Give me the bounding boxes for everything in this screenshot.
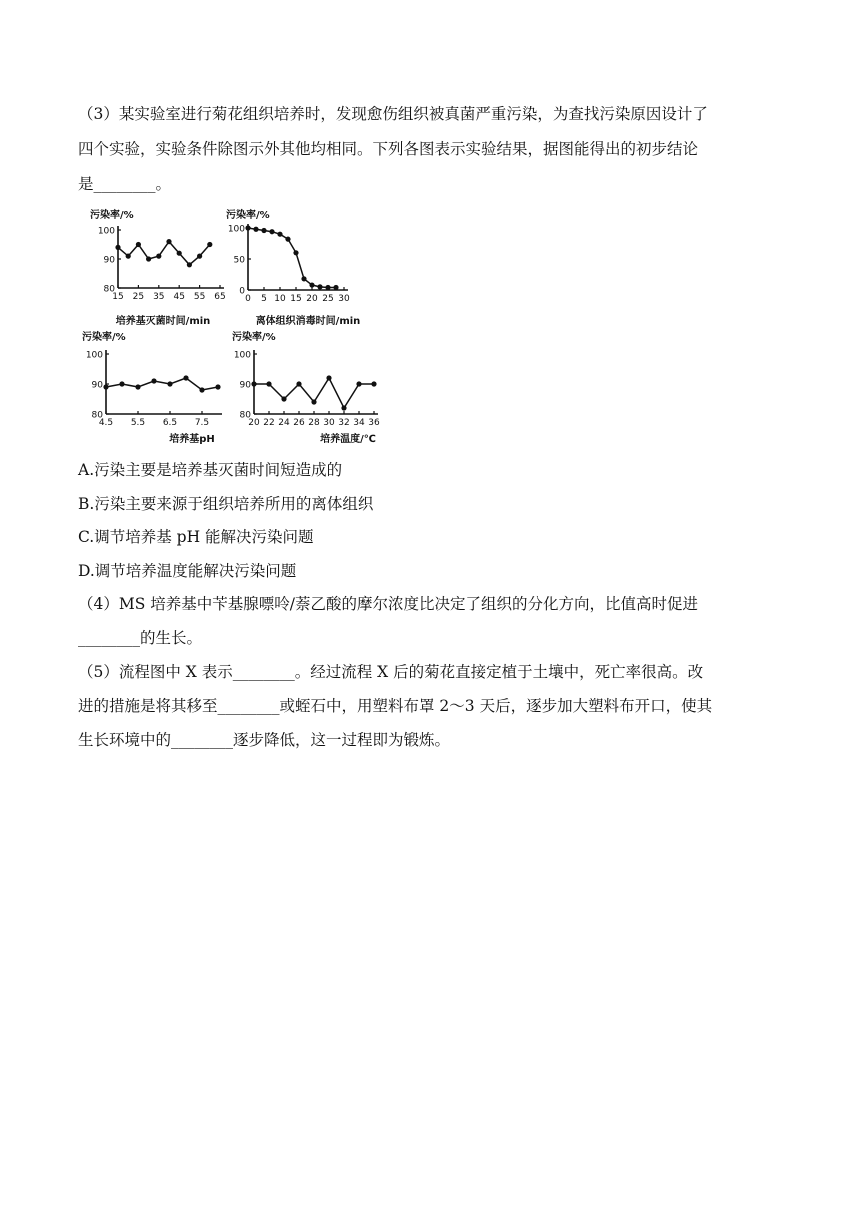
y-axis-label: 污染率/% bbox=[90, 210, 134, 221]
data-point bbox=[183, 375, 188, 380]
data-point bbox=[293, 250, 298, 255]
y-axis-label: 污染率/% bbox=[232, 332, 276, 343]
data-point bbox=[269, 229, 274, 234]
data-point bbox=[296, 381, 301, 386]
x-axis-label: 离体组织消毒时间/min bbox=[255, 316, 361, 327]
data-point bbox=[197, 254, 202, 259]
y-tick-label: 80 bbox=[239, 410, 251, 421]
y-tick-label: 80 bbox=[103, 284, 115, 295]
data-point bbox=[103, 384, 108, 389]
x-tick-label: 4.5 bbox=[98, 418, 114, 428]
data-point bbox=[356, 381, 361, 386]
x-axis-label: 培养基灭菌时间/min bbox=[115, 316, 211, 327]
chart-svg bbox=[80, 328, 230, 448]
data-point bbox=[119, 381, 124, 386]
x-tick-label: 0 bbox=[245, 294, 251, 304]
option-c: C.调节培养基 pH 能解决污染问题 bbox=[78, 528, 314, 546]
data-point bbox=[251, 381, 256, 386]
data-point bbox=[341, 405, 346, 410]
data-point bbox=[207, 242, 212, 247]
q5-line-3: 生长环境中的________逐步降低，这一过程即为锻炼。 bbox=[78, 731, 451, 749]
data-point bbox=[261, 228, 266, 233]
x-tick-label: 20 bbox=[306, 294, 318, 304]
option-d: D.调节培养温度能解决污染问题 bbox=[78, 562, 297, 580]
option-b: B.污染主要来源于组织培养所用的离体组织 bbox=[78, 495, 374, 513]
data-point bbox=[166, 239, 171, 244]
y-tick-label: 90 bbox=[239, 380, 251, 391]
y-tick-label: 100 bbox=[227, 224, 245, 235]
data-point bbox=[253, 227, 258, 232]
data-point bbox=[333, 285, 338, 290]
x-tick-label: 28 bbox=[308, 418, 320, 428]
x-tick-label: 20 bbox=[248, 418, 260, 428]
x-tick-label: 45 bbox=[173, 292, 185, 302]
y-tick-label: 100 bbox=[97, 226, 115, 237]
q5-line-2: 进的措施是将其移至________或蛭石中，用塑料布罩 2～3 天后，逐步加大塑料布开口，使其 bbox=[78, 697, 713, 715]
chart-svg bbox=[224, 206, 379, 328]
q4-line-2: ________的生长。 bbox=[78, 629, 203, 647]
y-tick-label: 90 bbox=[103, 255, 115, 266]
x-tick-label: 65 bbox=[214, 292, 226, 302]
chart-temperature bbox=[228, 328, 386, 448]
series-line bbox=[248, 228, 336, 288]
y-tick-label: 100 bbox=[85, 350, 103, 361]
plot-area bbox=[228, 224, 350, 304]
data-point bbox=[115, 245, 120, 250]
x-tick-label: 15 bbox=[290, 294, 302, 304]
chart-svg bbox=[228, 328, 386, 448]
data-point bbox=[156, 254, 161, 259]
data-point bbox=[281, 396, 286, 401]
data-point bbox=[317, 284, 322, 289]
data-point bbox=[301, 276, 306, 281]
x-tick-label: 7.5 bbox=[194, 418, 210, 428]
chart-disinfection-time bbox=[224, 206, 379, 328]
chart-ph bbox=[80, 328, 230, 448]
data-point bbox=[309, 282, 314, 287]
data-point bbox=[245, 225, 250, 230]
plot-area bbox=[86, 350, 222, 428]
plot-area bbox=[234, 350, 380, 428]
q3-line-2: 四个实验，实验条件除图示外其他均相同。下列各图表示实验结果，据图能得出的初步结论 bbox=[78, 140, 699, 158]
q3-line-1: （3）某实验室进行菊花组织培养时，发现愈伤组织被真菌严重污染，为查找污染原因设计了 bbox=[78, 105, 708, 123]
chart-sterilization-time bbox=[88, 206, 228, 328]
option-a: A.污染主要是培养基灭菌时间短造成的 bbox=[78, 461, 343, 479]
x-tick-label: 25 bbox=[132, 292, 145, 302]
x-tick-label: 15 bbox=[112, 292, 124, 302]
y-tick-label: 80 bbox=[91, 410, 103, 421]
data-point bbox=[325, 285, 330, 290]
x-tick-label: 32 bbox=[338, 418, 350, 428]
x-tick-label: 22 bbox=[263, 418, 275, 428]
data-point bbox=[177, 251, 182, 256]
data-point bbox=[136, 242, 141, 247]
y-axis-label: 污染率/% bbox=[82, 332, 126, 343]
data-point bbox=[277, 232, 282, 237]
q3-line-3: 是________。 bbox=[78, 175, 172, 193]
x-tick-label: 30 bbox=[323, 418, 335, 428]
data-point bbox=[135, 384, 140, 389]
x-tick-label: 6.5 bbox=[162, 418, 178, 428]
x-tick-label: 5.5 bbox=[130, 418, 146, 428]
data-point bbox=[266, 381, 271, 386]
x-tick-label: 25 bbox=[322, 294, 334, 304]
data-point bbox=[146, 256, 151, 261]
data-point bbox=[326, 375, 331, 380]
series-line bbox=[118, 242, 210, 265]
x-axis-label: 培养基pH bbox=[169, 434, 215, 445]
data-point bbox=[167, 381, 172, 386]
x-tick-label: 36 bbox=[368, 418, 380, 428]
data-point bbox=[311, 399, 316, 404]
x-tick-label: 24 bbox=[278, 418, 290, 428]
x-tick-label: 26 bbox=[293, 418, 305, 428]
data-point bbox=[187, 262, 192, 267]
y-axis-label: 污染率/% bbox=[226, 210, 270, 221]
x-tick-label: 30 bbox=[338, 294, 350, 304]
data-point bbox=[215, 384, 220, 389]
data-point bbox=[199, 387, 204, 392]
chart-svg bbox=[88, 206, 228, 328]
data-point bbox=[371, 381, 376, 386]
data-point bbox=[151, 378, 156, 383]
plot-area bbox=[98, 226, 226, 302]
x-tick-label: 34 bbox=[353, 418, 365, 428]
x-tick-label: 10 bbox=[274, 294, 286, 304]
x-tick-label: 35 bbox=[153, 292, 165, 302]
data-point bbox=[285, 237, 290, 242]
y-tick-label: 100 bbox=[233, 350, 251, 361]
data-point bbox=[126, 254, 131, 259]
q5-line-1: （5）流程图中 X 表示________。经过流程 X 后的菊花直接定植于土壤中，死亡率很高。改 bbox=[78, 663, 704, 681]
y-tick-label: 90 bbox=[91, 380, 103, 391]
x-axis-label: 培养温度/℃ bbox=[320, 434, 376, 445]
q4-line-1: （4）MS 培养基中苄基腺嘌呤/萘乙酸的摩尔浓度比决定了组织的分化方向，比值高时促进 bbox=[78, 595, 699, 613]
x-tick-label: 5 bbox=[261, 294, 267, 304]
x-tick-label: 55 bbox=[193, 292, 206, 302]
y-tick-label: 0 bbox=[239, 286, 245, 297]
y-tick-label: 50 bbox=[233, 255, 245, 266]
